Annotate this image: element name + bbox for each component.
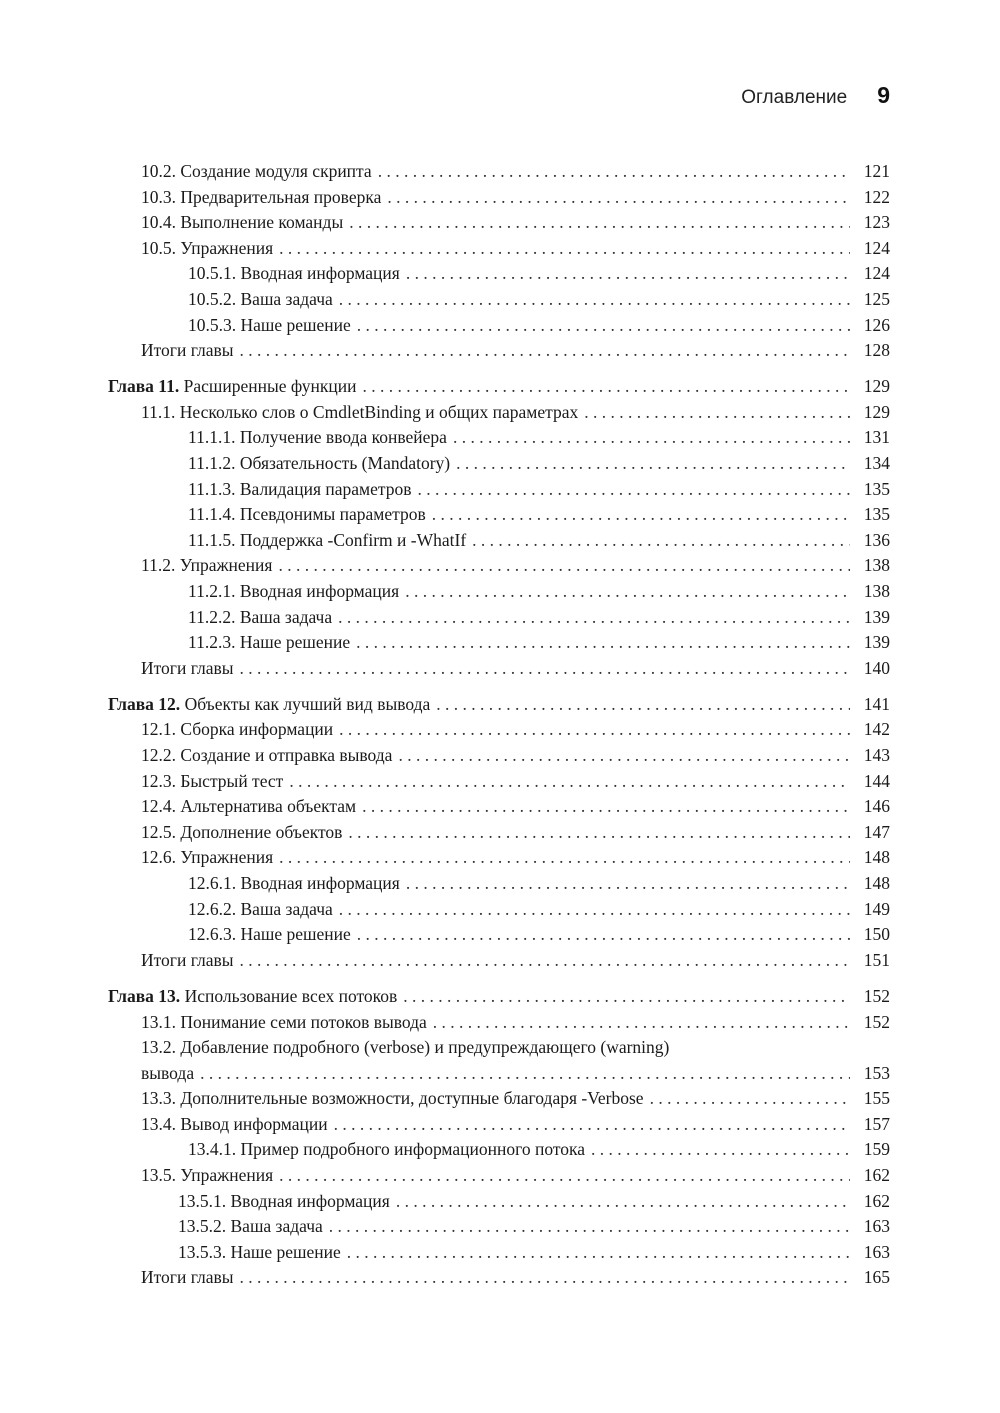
header-title: Оглавление xyxy=(741,87,848,108)
toc-page: 129 xyxy=(863,376,890,397)
toc-page: 162 xyxy=(863,1165,890,1186)
toc-entry[interactable]: 11.1. Несколько слов о CmdletBinding и общих параметрах . . . 129 xyxy=(108,400,890,426)
toc-chapter-11[interactable]: Глава 11. Расширенные функции . . . 129 xyxy=(108,374,890,400)
toc-page: 139 xyxy=(863,606,890,627)
toc-page: 122 xyxy=(863,186,890,207)
toc-page: 148 xyxy=(863,873,890,894)
toc-entry[interactable]: 11.1.1. Получение ввода конвейера . . . 131 xyxy=(108,425,890,451)
page-number: 9 xyxy=(877,82,890,108)
toc-page: 149 xyxy=(863,898,890,919)
toc-entry[interactable]: 13.5.1. Вводная информация . . . 162 xyxy=(108,1189,890,1215)
toc-page: 124 xyxy=(863,263,890,284)
toc-entry[interactable]: 12.6. Упражнения . . . 148 xyxy=(108,845,890,871)
toc-entry[interactable]: 13.5. Упражнения . . . 162 xyxy=(108,1163,890,1189)
toc-page: 144 xyxy=(863,770,890,791)
toc-page: 140 xyxy=(863,657,890,678)
toc-page: 150 xyxy=(863,924,890,945)
toc-entry-wrapped[interactable]: 13.2. Добавление подробного (verbose) и предупреждающего (warning) xyxy=(141,1037,670,1058)
toc-entry[interactable]: 10.5.1. Вводная информация . . . 124 xyxy=(108,261,890,287)
toc-page: 135 xyxy=(863,478,890,499)
toc-entry[interactable]: 13.3. Дополнительные возможности, доступные благодаря -Verbose . . . 155 xyxy=(108,1086,890,1112)
toc-entry[interactable]: 12.6.3. Наше решение . . . 150 xyxy=(108,922,890,948)
toc-entry[interactable]: 10.5. Упражнения . . . 124 xyxy=(108,236,890,262)
toc-page: 152 xyxy=(863,985,890,1006)
toc-page: 139 xyxy=(863,632,890,653)
toc-page: 135 xyxy=(863,504,890,525)
toc-entry[interactable]: 12.3. Быстрый тест . . . 144 xyxy=(108,769,890,795)
toc-entry[interactable]: 12.6.2. Ваша задача . . . 149 xyxy=(108,897,890,923)
toc-entry[interactable]: 12.2. Создание и отправка вывода . . . 143 xyxy=(108,743,890,769)
toc-entry[interactable]: 10.5.3. Наше решение . . . 126 xyxy=(108,313,890,339)
toc-page: 163 xyxy=(863,1216,890,1237)
toc-entry[interactable]: Итоги главы . . . 165 xyxy=(108,1265,890,1291)
toc-entry[interactable]: 11.2.2. Ваша задача . . . 139 xyxy=(108,605,890,631)
toc-page: 129 xyxy=(863,401,890,422)
toc-entry[interactable]: 10.2. Создание модуля скрипта . . . 121 xyxy=(108,159,890,185)
toc-page: 159 xyxy=(863,1139,890,1160)
toc-page: 147 xyxy=(863,821,890,842)
toc-page: 125 xyxy=(863,288,890,309)
toc-entry[interactable]: Итоги главы . . . 151 xyxy=(108,948,890,974)
toc-page: 134 xyxy=(863,453,890,474)
toc-page: 163 xyxy=(863,1241,890,1262)
toc-entry[interactable]: 11.1.2. Обязательность (Mandatory) . . . 134 xyxy=(108,451,890,477)
toc-entry[interactable]: 11.1.4. Псевдонимы параметров . . . 135 xyxy=(108,502,890,528)
toc-page: 157 xyxy=(863,1113,890,1134)
toc-chapter-12[interactable]: Глава 12. Объекты как лучший вид вывода . . . 141 xyxy=(108,692,890,718)
toc-page: 146 xyxy=(863,796,890,817)
toc-page: 165 xyxy=(863,1267,890,1288)
toc-entry[interactable]: 12.4. Альтернатива объектам . . . 146 xyxy=(108,794,890,820)
toc-page: 141 xyxy=(863,693,890,714)
toc-chapter-13[interactable]: Глава 13. Использование всех потоков . . . 152 xyxy=(108,984,890,1010)
toc-entry-continuation[interactable]: вывода . . . 153 xyxy=(108,1061,890,1087)
toc-page: 121 xyxy=(863,161,890,181)
running-header xyxy=(741,82,890,109)
toc-page: 138 xyxy=(863,555,890,576)
toc-entry[interactable]: Итоги главы . . . 128 xyxy=(108,338,890,364)
toc-entry[interactable]: 11.1.5. Поддержка -Confirm и -WhatIf . . . 136 xyxy=(108,528,890,554)
toc-entry[interactable]: 13.4.1. Пример подробного информационного потока . . . 159 xyxy=(108,1137,890,1163)
toc-entry[interactable]: 12.6.1. Вводная информация . . . 148 xyxy=(108,871,890,897)
toc-page: 151 xyxy=(863,949,890,970)
toc-entry[interactable]: 11.2.1. Вводная информация . . . 138 xyxy=(108,579,890,605)
toc-page: 128 xyxy=(863,340,890,361)
toc-page: 123 xyxy=(863,212,890,233)
toc-page: 138 xyxy=(863,581,890,601)
toc-entry[interactable]: 11.2.3. Наше решение . . . 139 xyxy=(108,630,890,656)
toc-page: 124 xyxy=(863,237,890,258)
toc-page: 142 xyxy=(863,719,890,740)
toc-entry[interactable]: Итоги главы . . . 140 xyxy=(108,656,890,682)
toc-page: 153 xyxy=(863,1062,890,1083)
toc-entry[interactable]: 12.1. Сборка информации . . . 142 xyxy=(108,717,890,743)
table-of-contents xyxy=(108,159,890,1291)
toc-entry[interactable]: 11.1.3. Валидация параметров . . . 135 xyxy=(108,477,890,503)
toc-page: 148 xyxy=(863,847,890,868)
toc-entry[interactable]: 13.5.3. Наше решение . . . 163 xyxy=(108,1240,890,1266)
toc-entry[interactable]: 11.2. Упражнения . . . 138 xyxy=(108,553,890,579)
toc-page: 152 xyxy=(863,1011,890,1032)
toc-entry[interactable]: 13.5.2. Ваша задача . . . 163 xyxy=(108,1214,890,1240)
toc-page: 126 xyxy=(863,314,890,335)
toc-entry[interactable]: 10.5.2. Ваша задача . . . 125 xyxy=(108,287,890,313)
toc-page: 155 xyxy=(863,1088,890,1109)
toc-entry[interactable]: 13.4. Вывод информации . . . 157 xyxy=(108,1112,890,1138)
toc-page: 162 xyxy=(863,1190,890,1211)
toc-entry[interactable]: 10.3. Предварительная проверка . . . 122 xyxy=(108,185,890,211)
toc-page: 136 xyxy=(863,529,890,550)
toc-entry[interactable]: 10.4. Выполнение команды . . . 123 xyxy=(108,210,890,236)
toc-page: 143 xyxy=(863,745,890,766)
toc-entry[interactable]: 13.1. Понимание семи потоков вывода . . . 152 xyxy=(108,1010,890,1036)
toc-entry[interactable]: 12.5. Дополнение объектов . . . 147 xyxy=(108,820,890,846)
toc-page: 131 xyxy=(863,427,890,448)
